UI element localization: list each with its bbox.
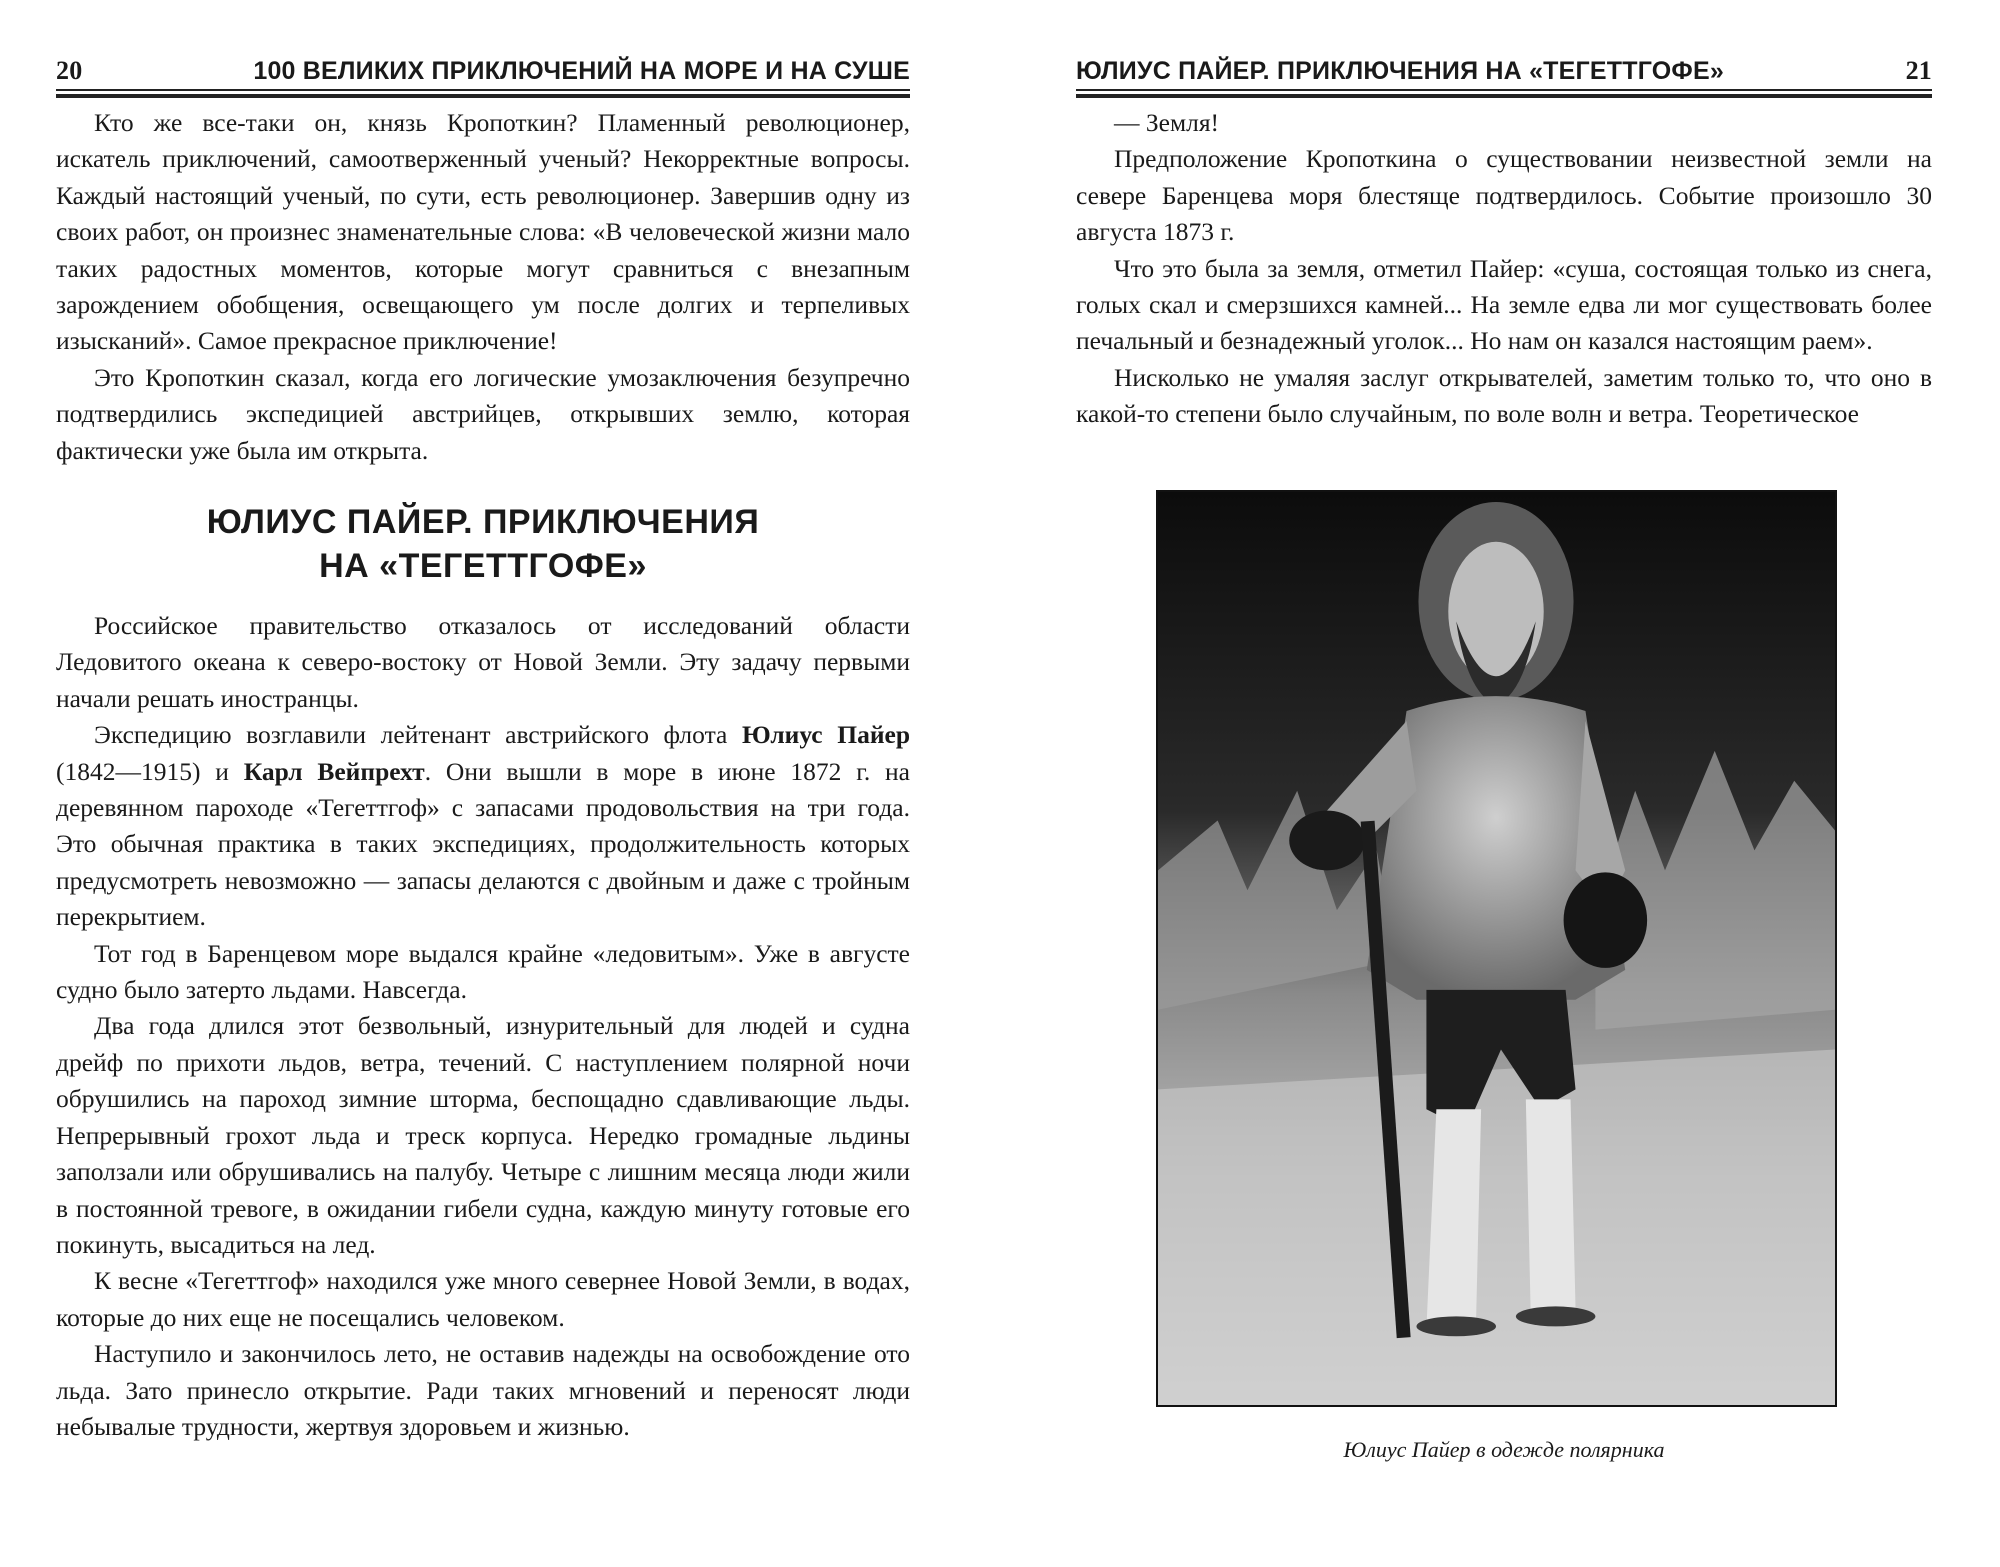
- paragraph: [56, 717, 910, 935]
- page-number-right: 21: [1905, 56, 1932, 85]
- running-head-title-left: 100 ВЕЛИКИХ ПРИКЛЮЧЕНИЙ НА МОРЕ И НА СУШЕ: [253, 57, 910, 85]
- running-head-title-right: ЮЛИУС ПАЙЕР. ПРИКЛЮЧЕНИЯ НА «ТЕГЕТТГОФЕ»: [1076, 57, 1724, 85]
- paragraph: Что это была за земля, отметил Пайер: «суша, состоящая только из снега, голых скал и смерзшихся камней... На земле едва ли мог существовать более печальный и безнадежный уголок... Но нам он казался настоящим раем».: [1076, 253, 1932, 356]
- paragraph: — Земля!: [1114, 108, 1220, 137]
- paragraph-text: (1842—1915) и: [56, 756, 244, 786]
- bold-name-payer: Юлиус Пайер: [741, 720, 911, 750]
- right-body-text: [1076, 105, 1932, 433]
- paragraph-text: . Они вышли в море в июне 1872 г. на деревянном пароходе «Тегеттгоф» с запасами продовольствия на три года. Это обычная практика в таких экспедициях, продолжительность которых предусмотреть невозможно — запасы делаются с двойным и даже с тройным перекрытием.: [56, 756, 910, 932]
- chapter-body-text: [56, 608, 910, 1445]
- paragraph: Наступило и закончилось лето, не оставив надежды на освобождение ото льда. Зато принесло открытие. Ради таких мгновений и переносят люди небывалые трудности, жертвуя здоровьем и жизнью.: [56, 1339, 910, 1441]
- intro-text-block: [56, 105, 910, 469]
- page-number-left: 20: [56, 56, 83, 85]
- paragraph: Два года длился этот безвольный, изнурительный для людей и судна дрейф по прихоти льдов, ветра, течений. С наступлением полярной ночи обрушились на пароход зимние шторма, беспощадно сдавливающие льды. Непрерывный грохот льда и треск корпуса. Нередко громадные льдины заползали или обрушивались на палубу. Четыре с лишним месяца люди жили в постоянной тревоге, в ожидании гибели судна, каждую минуту готовые его покинуть, высадиться на лед.: [56, 1011, 910, 1259]
- paragraph: Российское правительство отказалось от исследований области Ледовитого океана к северо-востоку от Новой Земли. Эту задачу первыми начали решать иностранцы.: [56, 611, 910, 713]
- paragraph: Тот год в Баренцевом море выдался крайне «ледовитым». Уже в августе судно было затерто льдами. Навсегда.: [56, 938, 910, 1005]
- paragraph-text: Экспедицию возглавили лейтенант австрийского флота: [94, 720, 742, 750]
- right-page: [1000, 0, 2000, 1567]
- chapter-title-line-1: ЮЛИУС ПАЙЕР. ПРИКЛЮЧЕНИЯ: [206, 503, 760, 541]
- header-rule-thick-left: [56, 94, 910, 98]
- chapter-title-line-2: НА «ТЕГЕТТГОФЕ»: [319, 547, 647, 585]
- header-rule-thin-left: [56, 89, 910, 91]
- paragraph: Это Кропоткин сказал, когда его логические умозаключения безупречно подтвердились экспедицией австрийцев, открывших землю, которая фактически уже была им открыта.: [56, 362, 910, 465]
- chapter-title: [56, 500, 910, 588]
- running-head-right: [1076, 52, 1932, 86]
- paragraph: Предположение Кропоткина о существовании неизвестной земли на севере Баренцева моря блестяще подтвердилось. Событие произошло 30 августа 1873 г.: [1076, 144, 1932, 247]
- running-head-left: [56, 52, 910, 86]
- bold-name-weyprecht: Карл Вейпрехт: [243, 756, 425, 786]
- paragraph: Кто же все-таки он, князь Кропоткин? Пламенный революционер, искатель приключений, самоотверженный ученый? Некорректные вопросы. Каждый настоящий ученый, по сути, есть революционер. Завершив одну из своих работ, он произнес знаменательные слова: «В человеческой жизни мало таких радостных моментов, которые могут сравниться с внезапным зарождением обобщения, освещающего ум после долгих и терпеливых изысканий». Самое прекрасное приключение!: [56, 108, 910, 356]
- explorer-photo-illustration: [1158, 492, 1835, 1405]
- paragraph: Нисколько не умаляя заслуг открывателей, заметим только то, что оно в какой-то степени было случайным, по воле волн и ветра. Теоретическое: [1076, 362, 1932, 429]
- paragraph: К весне «Тегеттгоф» находился уже много севернее Новой Земли, в водах, которые до них еще не посещались человеком.: [56, 1266, 910, 1332]
- photo-caption: Юлиус Пайер в одежде полярника: [1343, 1437, 1665, 1462]
- header-rule-thick-right: [1076, 94, 1932, 98]
- header-rule-thin-right: [1076, 89, 1932, 91]
- explorer-photo: [1156, 490, 1837, 1407]
